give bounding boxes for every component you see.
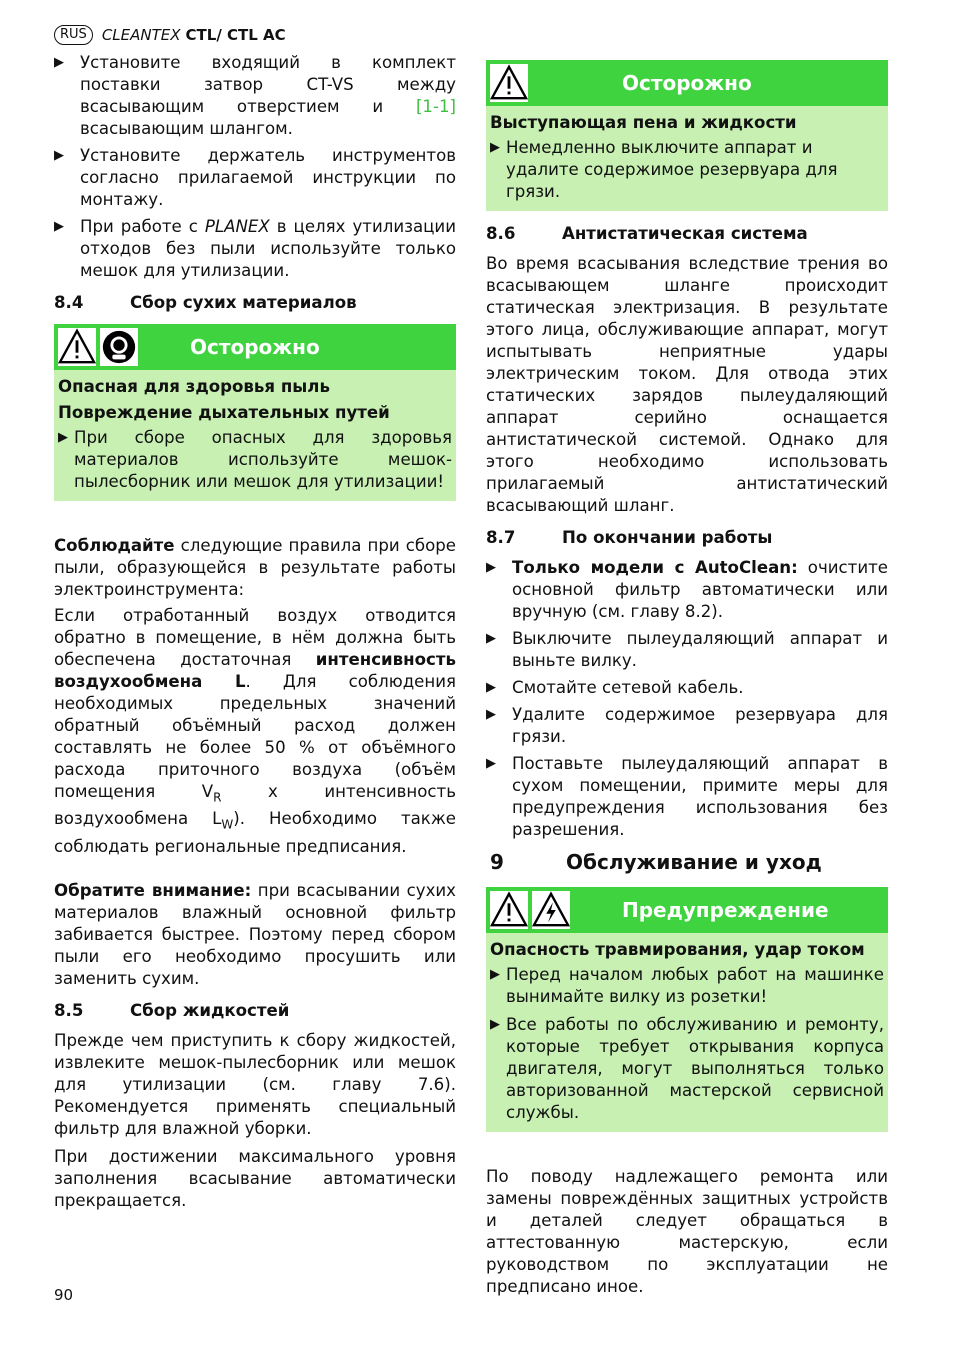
- warning-triangle-icon: [490, 64, 528, 102]
- bullet-arrow-icon: ▶: [490, 140, 500, 155]
- list-item: ▶ Удалите содержимое резервуара для грязи.: [486, 705, 888, 746]
- warning-title: Предупреждение: [622, 898, 829, 922]
- bullet-arrow-icon: ▶: [490, 1017, 500, 1032]
- warning-triangle-icon: [490, 891, 528, 929]
- paragraph: Если отработанный воздух отводится обратно в помещение, в нём должна быть обеспечена достаточная интенсивность воздухообмена L. Для соблюдения необходимых предельных значений обратный объёмный расход должен составлять не более 50 % от объёмного расхода приточного воздуха (объём помещения $V_R$ x интенсивность воздухообмена $L_W$). Необходимо также соблюдать региональные предписания.: [54, 606, 456, 856]
- list-item: ▶ Установите входящий в комплект поставки затвор CT-VS между всасывающим отверстием и [1-1] всасывающим шлангом.: [54, 53, 456, 138]
- paragraph: При достижении максимального уровня заполнения всасывание автоматически прекращается.: [54, 1146, 456, 1210]
- warning-header: [486, 887, 888, 933]
- bullet-arrow-icon: ▶: [486, 756, 496, 771]
- list-item: ▶ Установите держатель инструментов согласно прилагаемой инструкции по монтажу.: [54, 146, 456, 209]
- right-column: [486, 52, 888, 1298]
- list-item: ▶ При работе с PLANEX в целях утилизации отходов без пыли используйте только мешок для утилизации.: [54, 217, 456, 280]
- caution-title: Осторожно: [190, 335, 320, 359]
- list-item: ▶ Только модели с AutoClean: очистите основной фильтр автоматически или вручную (см. главу 8.2).: [486, 558, 888, 621]
- warning-triangle-icon: [58, 328, 96, 366]
- section-heading-8-7: 8.7 По окончании работы: [486, 528, 773, 547]
- caution-title: Осторожно: [622, 71, 752, 95]
- caution-item: ▶ При сборе опасных для здоровья материалов используйте мешок-пылесборник или мешок для утилизации!: [58, 428, 452, 491]
- warning-item: ▶ Все работы по обслуживанию и ремонту, которые требует открывания корпуса двигателя, могут выполняться только авторизованной мастерской сервисной службы.: [490, 1015, 884, 1122]
- brand-name: CLEANTEX: [101, 26, 181, 44]
- bullet-arrow-icon: ▶: [58, 430, 68, 445]
- hazard-subtitle: Повреждение дыхательных путей: [58, 403, 390, 422]
- list-item: ▶ Выключите пылеудаляющий аппарат и выньте вилку.: [486, 629, 888, 670]
- language-badge: RUS: [54, 25, 93, 45]
- section-heading-8-4: 8.4 Сбор сухих материалов: [54, 293, 357, 312]
- caution-box-dust: [54, 324, 456, 501]
- page-number: 90: [54, 1286, 74, 1304]
- bullet-arrow-icon: ▶: [486, 631, 496, 646]
- paragraph: Соблюдайте следующие правила при сборе пыли, образующейся в результате работы электроинструмента:: [54, 536, 456, 599]
- paragraph: Прежде чем приступить к сбору жидкостей, извлеките мешок-пылесборник или мешок для утилизации (см. главу 7.6). Рекомендуется применять специальный фильтр для влажной уборки.: [54, 1030, 456, 1138]
- bullet-arrow-icon: ▶: [54, 148, 64, 163]
- bullet-arrow-icon: ▶: [54, 55, 64, 70]
- figure-reference-link[interactable]: [1-1]: [415, 97, 456, 116]
- caution-box-foam: [486, 60, 888, 211]
- respirator-mask-icon: [100, 328, 138, 366]
- section-heading-8-6: 8.6 Антистатическая система: [486, 224, 808, 243]
- bullet-arrow-icon: ▶: [486, 560, 496, 575]
- bullet-arrow-icon: ▶: [54, 219, 64, 234]
- bullet-arrow-icon: ▶: [486, 680, 496, 695]
- paragraph: Во время всасывания вследствие трения во всасывающем шланге происходит статическая электризация. В результате этого лица, обслуживающие аппарат, могут испытывать неприятные удары электрическим током. Для отвода этих статических зарядов пылеудаляющий аппарат серийно оснащается антистатической системой. Однако для этого необходимо использовать прилагаемый антистатический всасывающий шланг.: [486, 254, 888, 515]
- bullet-arrow-icon: ▶: [490, 967, 500, 982]
- electric-shock-icon: [532, 891, 570, 929]
- left-column: [54, 52, 456, 1212]
- hazard-subtitle: Опасность травмирования, удар током: [490, 940, 865, 959]
- paragraph: По поводу надлежащего ремонта или замены повреждённых защитных устройств и деталей следует обращаться в аттестованную мастерскую, если руководством по эксплуатации не предписано иное.: [486, 1167, 888, 1296]
- chapter-heading-9: 9 Обслуживание и уход: [490, 850, 822, 874]
- bullet-arrow-icon: ▶: [486, 707, 496, 722]
- hazard-subtitle: Опасная для здоровья пыль: [58, 377, 330, 396]
- list-item: ▶ Поставьте пылеудаляющий аппарат в сухом помещении, примите меры для предупреждения использования без разрешения.: [486, 754, 888, 839]
- model-name: CTL/ CTL AC: [185, 26, 286, 44]
- warning-box-injury: [486, 887, 888, 1132]
- caution-header: [54, 324, 456, 370]
- section-heading-8-5: 8.5 Сбор жидкостей: [54, 1000, 290, 1020]
- paragraph: Обратите внимание: при всасывании сухих материалов влажный основной фильтр забивается быстрее. Поэтому перед сбором пыли его необходимо просушить или заменить сухим.: [54, 880, 456, 988]
- page-header: [54, 24, 286, 46]
- caution-header: [486, 60, 888, 106]
- warning-item: ▶ Перед началом любых работ на машинке вынимайте вилку из розетки!: [490, 965, 884, 1006]
- list-item: ▶ Смотайте сетевой кабель.: [486, 678, 744, 697]
- hazard-subtitle: Выступающая пена и жидкости: [490, 113, 797, 132]
- caution-item: ▶ Немедленно выключите аппарат и удалите содержимое резервуара для грязи.: [490, 138, 838, 201]
